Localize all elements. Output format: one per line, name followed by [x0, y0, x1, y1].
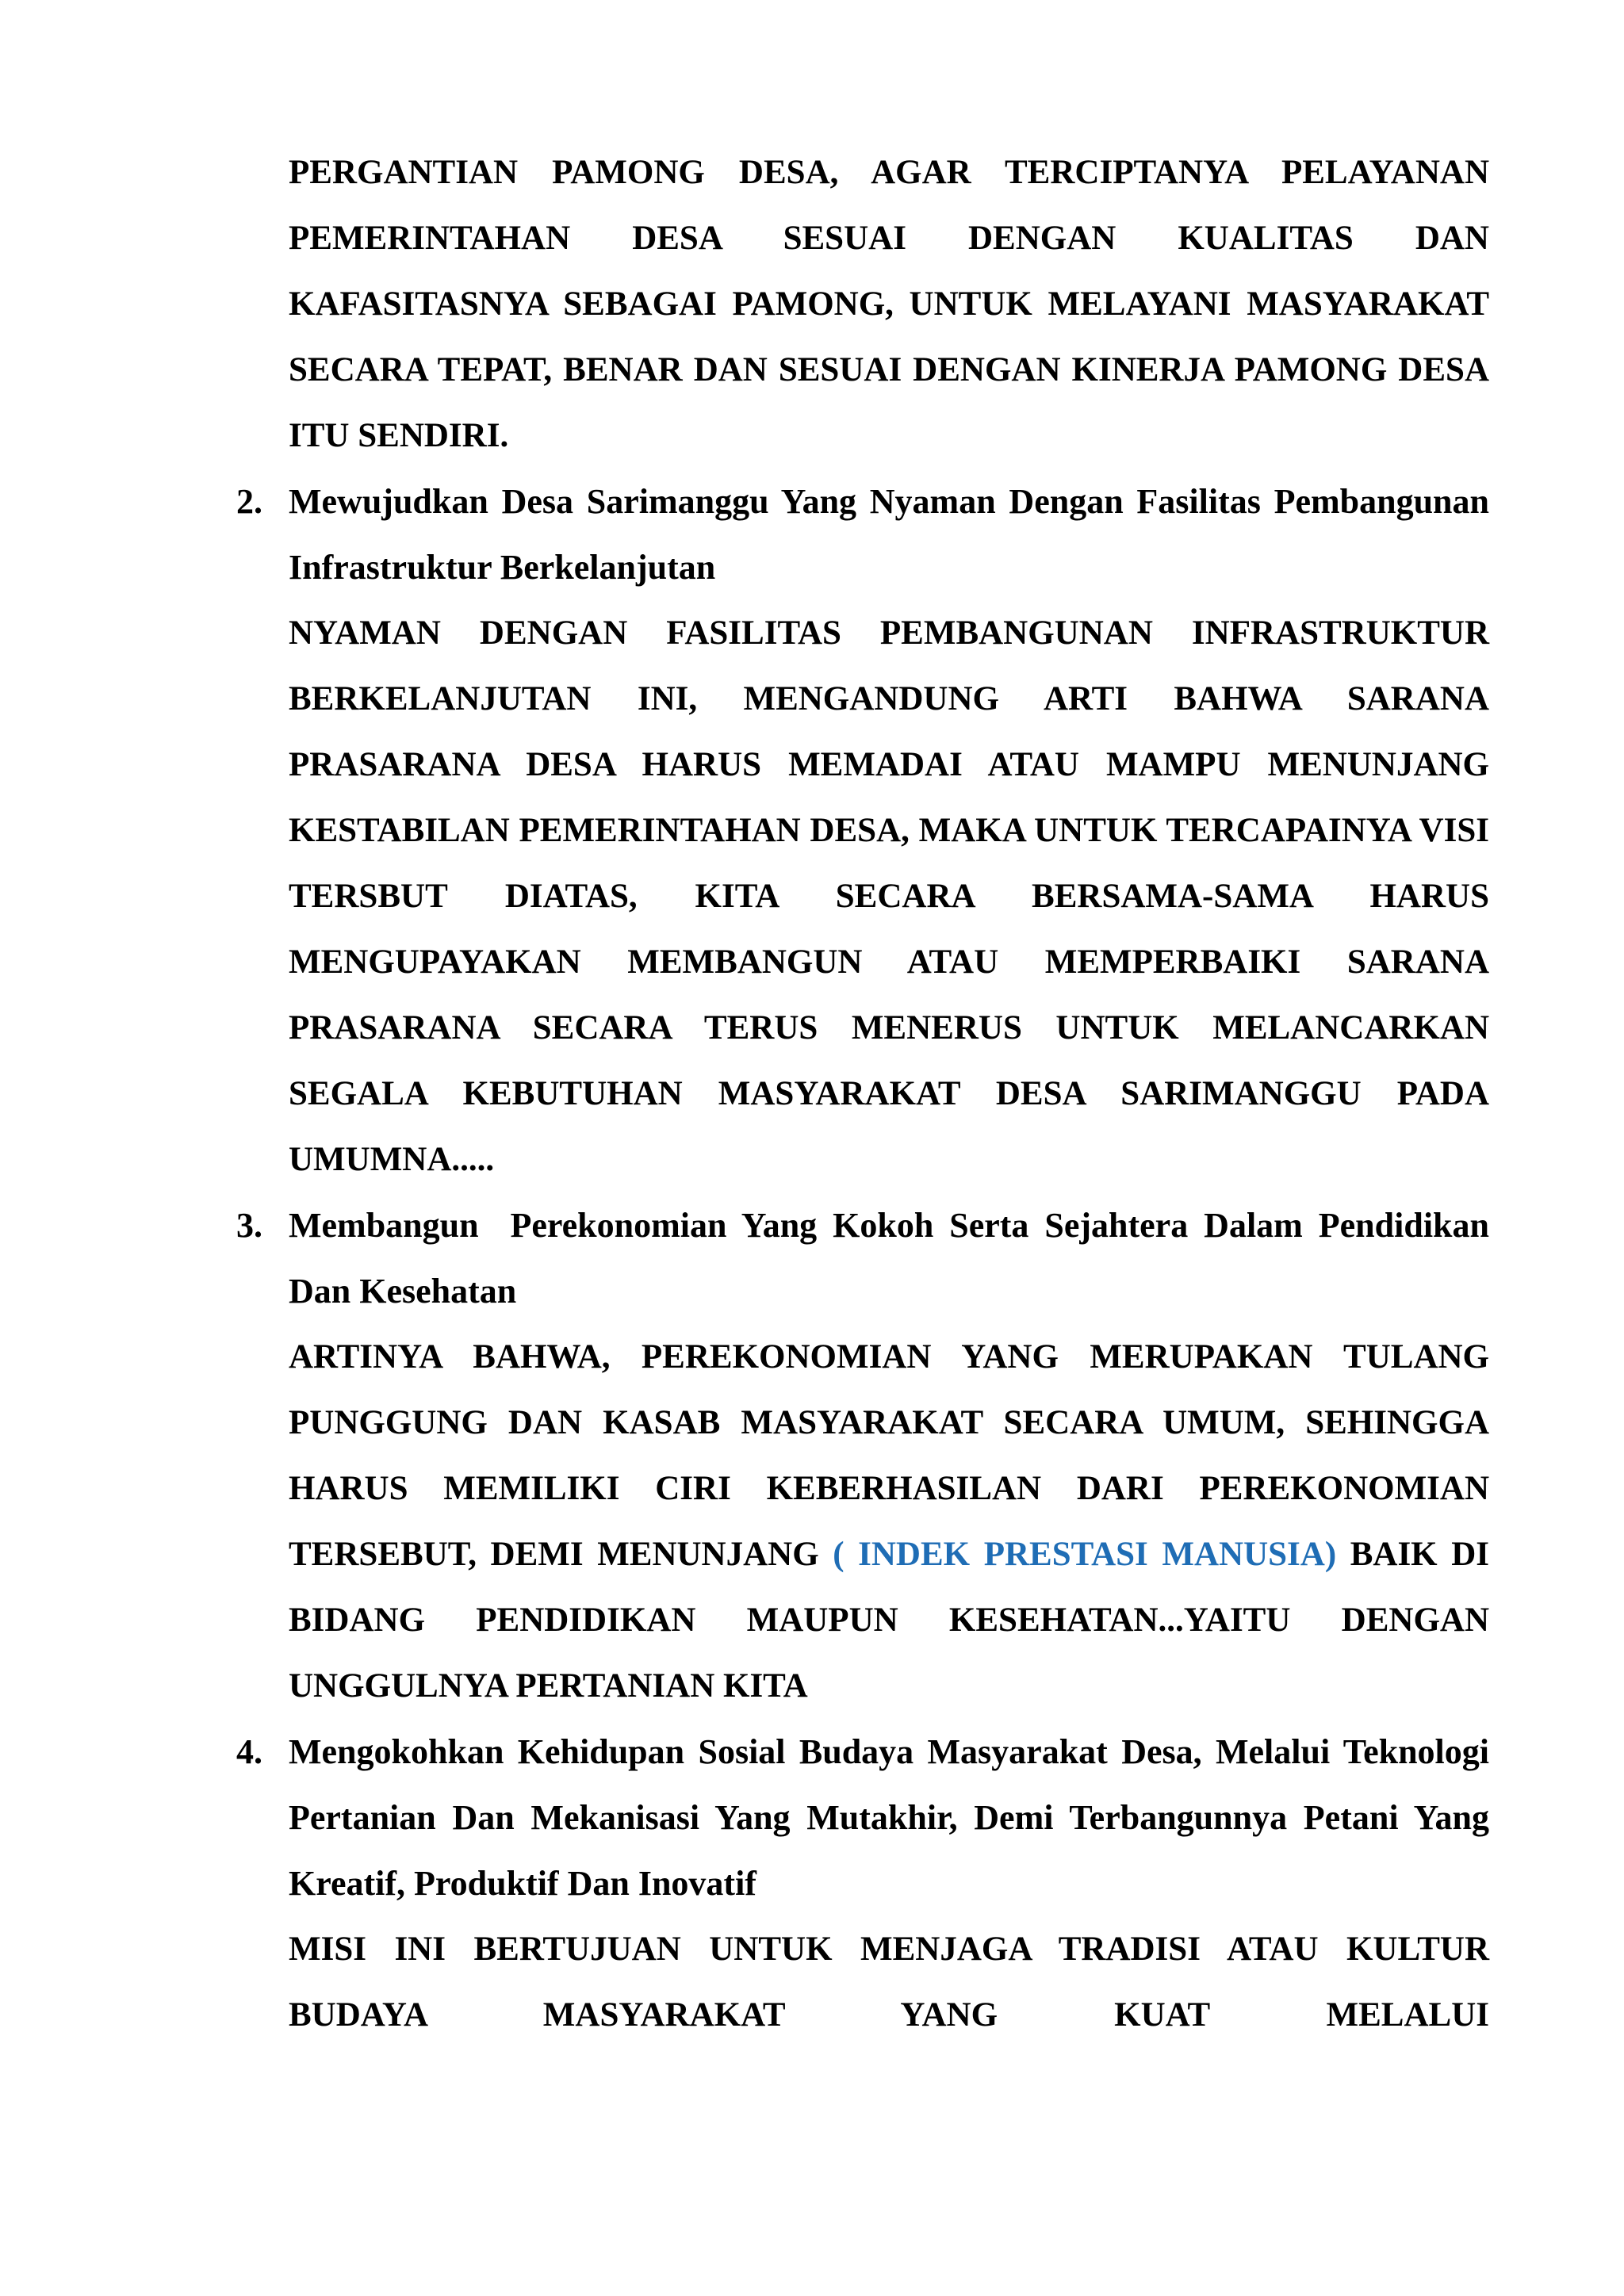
item-number: 2. — [236, 482, 262, 521]
mission-item-4 — [236, 1719, 1489, 2048]
mission-item-3 — [236, 1192, 1498, 1719]
highlight-text: ( INDEK PRESTASI MANUSIA) — [833, 1536, 1337, 1573]
paragraph-text-before: ARTINYA BAHWA, PEREKONOMIAN YANG MERUPAKAN TULANG PUNGGUNG DAN KASAB MASYARAKAT SECARA UMUM, SEHINGGA HARUS MEMILIKI CIRI KEBERHASILAN DARI PEREKONOMIAN TERSEBUT, DEMI MENUNJANG — [289, 1338, 1489, 1573]
mission-item-2 — [236, 469, 1489, 1192]
item-paragraph: NYAMAN DENGAN FASILITAS PEMBANGUNAN INFRASTRUKTUR BERKELANJUTAN INI, MENGANDUNG ARTI BAHWA SARANA PRASARANA DESA HARUS MEMADAI ATAU MAMPU MENUNJANG KESTABILAN PEMERINTAHAN DESA, MAKA UNTUK TERCAPAINYA VISI TERSBUT DIATAS, KITA SECARA BERSAMA-SAMA HARUS MENGUPAYAKAN MEMBANGUN ATAU MEMPERBAIKI SARANA PRASARANA SECARA TERUS MENERUS UNTUK MELANCARKAN SEGALA KEBUTUHAN MASYARAKAT DESA SARIMANGGU PADA UMUMNA..... — [289, 614, 1489, 1178]
item-heading: Mengokohkan Kehidupan Sosial Budaya Masyarakat Desa, Melalui Teknologi Pertanian Dan Mekanisasi Yang Mutakhir, Demi Terbangunnya Petani Yang Kreatif, Produktif Dan Inovatif — [289, 1732, 1489, 1903]
item-number: 3. — [236, 1206, 262, 1245]
item-paragraph — [289, 1324, 1489, 1719]
item-heading: Membangun Perekonomian Yang Kokoh Serta Sejahtera Dalam Pendidikan Dan Kesehatan — [289, 1206, 1498, 1311]
intro-paragraph: PERGANTIAN PAMONG DESA, AGAR TERCIPTANYA PELAYANAN PEMERINTAHAN DESA SESUAI DENGAN KUALITAS DAN KAFASITASNYA SEBAGAI PAMONG, UNTUK MELAYANI MASYARAKAT SECARA TEPAT, BENAR DAN SESUAI DENGAN KINERJA PAMONG DESA ITU SENDIRI. — [289, 154, 1489, 454]
item-heading: Mewujudkan Desa Sarimanggu Yang Nyaman Dengan Fasilitas Pembangunan Infrastruktur Berkelanjutan — [289, 482, 1489, 587]
item-number: 4. — [236, 1732, 262, 1771]
item-paragraph: MISI INI BERTUJUAN UNTUK MENJAGA TRADISI ATAU KULTUR BUDAYA MASYARAKAT YANG KUAT MELALUI — [289, 1931, 1489, 2034]
paragraph-text-after: BAIK DI BIDANG PENDIDIKAN MAUPUN KESEHATAN...YAITU DENGAN UNGGULNYA PERTANIAN KITA — [289, 1536, 1489, 1705]
